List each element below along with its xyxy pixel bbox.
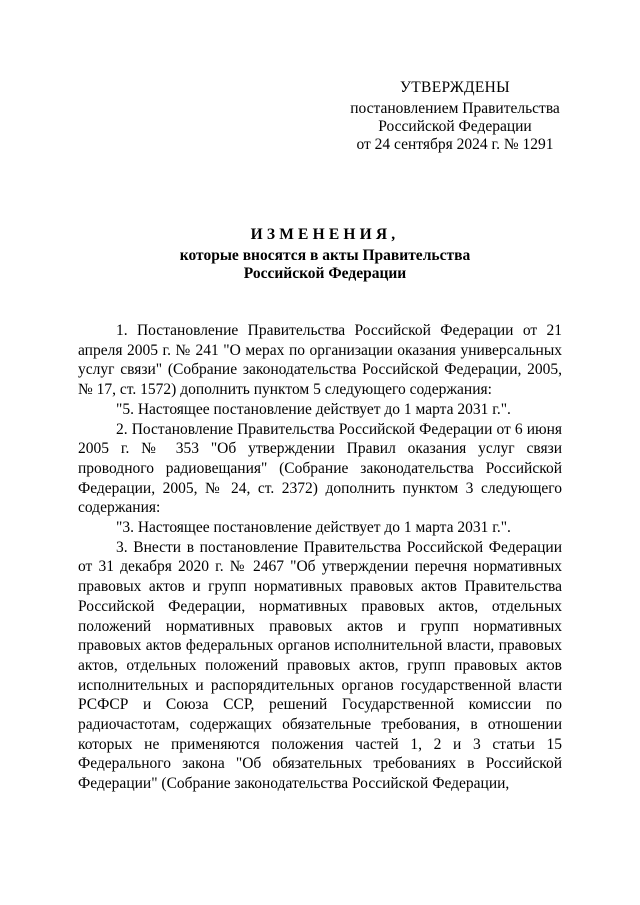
approval-title: УТВЕРЖДЕНЫ <box>400 79 510 96</box>
quote-1: "5. Настоящее постановление действует до 1 марта 2031 г.". <box>116 400 511 418</box>
document-body <box>78 321 562 794</box>
approval-line-2: Российской Федерации <box>378 118 532 135</box>
paragraph-1: 1. Постановление Правительства Российской Федерации от 21 апреля 2005 г. № 241 "О мерах по организации оказания универсальных услуг связи" (Собрание законодательства Российской Федерации, 2005, № 17, ст. 1572) дополнить пунктом 5 следующего содержания: <box>78 322 562 399</box>
approval-line-3: от 24 сентября 2024 г. № 1291 <box>356 136 554 153</box>
approval-stamp <box>330 79 580 154</box>
paragraph-3: 3. Внести в постановление Правительства Российской Федерации от 31 декабря 2020 г. № 2467 "Об утверждении перечня нормативных правовых актов и групп нормативных правовых актов Правительства Российской Федерации, нормативных правовых актов, отдельных положений нормативных правовых актов и групп нормативных правовых актов федеральных органов исполнительной власти, правовых актов, отдельных положений правовых актов, групп правовых актов исполнительных и распорядительных органов государственной власти РСФСР и Союза ССР, решений Государственной комиссии по радиочастотам, содержащих обязательные требования, в отношении которых не применяются положения частей 1, 2 и 3 статьи 15 Федерального закона "Об обязательных требованиях в Российской Федерации" (Собрание законодательства Российской Федерации, <box>78 538 562 793</box>
heading-line-2: Российской Федерации <box>243 265 407 282</box>
approval-line-1: постановлением Правительства <box>350 100 560 117</box>
quote-2: "3. Настоящее постановление действует до 1 марта 2031 г.". <box>116 519 511 537</box>
paragraph-2: 2. Постановление Правительства Российской Федерации от 6 июня 2005 г. № 353 "Об утверждении Правил оказания услуг связи проводного радиовещания" (Собрание законодательства Российской Федерации, 2005, № 24, ст. 2372) дополнить пунктом 3 следующего содержания: <box>78 420 562 517</box>
heading-title: ИЗМЕНЕНИЯ, <box>250 226 400 243</box>
document-heading <box>0 226 640 283</box>
heading-line-1: которые вносятся в акты Правительства <box>179 247 471 264</box>
